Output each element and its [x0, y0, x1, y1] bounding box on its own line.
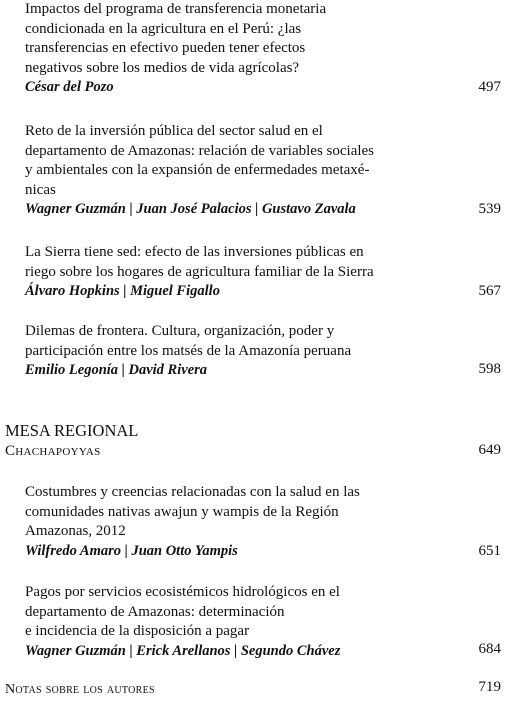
page-number: 651 [478, 543, 501, 559]
toc-entry [25, 243, 503, 302]
entry-title: Costumbres y creencias relacionadas con la salud en las comunidades nativas awajun y wampis de la Región Amazonas, 2012 [25, 484, 360, 539]
entry-title: Dilemas de frontera. Cultura, organización, poder y participación entre los matsés de la Amazonía peruana [25, 323, 352, 359]
page-number: 649 [478, 442, 501, 458]
entry-title: La Sierra tiene sed: efecto de las inversiones públicas en riego sobre los hogares de agricultura familiar de la Sierra [25, 244, 374, 280]
toc-entry [25, 583, 503, 661]
entry-authors: Álvaro Hopkins | Miguel Figallo [25, 283, 220, 299]
page-number: 567 [478, 283, 501, 299]
page-number: 598 [478, 361, 501, 377]
page-number: 539 [478, 201, 501, 217]
section-subheading: Chachapoyyas [5, 443, 101, 459]
toc-entry [25, 322, 503, 381]
entry-title: Impactos del programa de transferencia monetaria condicionada en la agricultura en el Perú: ¿las transferencias en efectivo pueden tener efectos negativos sobre los medios de vida agrícolas? [25, 1, 327, 76]
entry-authors: Wagner Guzmán | Juan José Palacios | Gustavo Zavala [25, 201, 356, 217]
toc-entry [25, 483, 503, 561]
entry-title: Pagos por servicios ecosistémicos hidrológicos en el departamento de Amazonas: determinación e incidencia de la disposición a pagar [25, 584, 340, 639]
notes-label: Notas sobre los autores [5, 682, 155, 697]
toc-entry [25, 0, 503, 98]
entry-title: Reto de la inversión pública del sector salud en el departamento de Amazonas: relación de variables sociales y ambientales con la expansión de enfermedades metaxé- nicas [25, 123, 375, 198]
page-number: 497 [478, 79, 501, 95]
entry-authors: Wagner Guzmán | Erick Arellanos | Segundo Chávez [25, 642, 341, 659]
entry-authors: César del Pozo [25, 79, 114, 95]
page-number: 719 [478, 679, 501, 695]
entry-authors: Emilio Legonía | David Rivera [25, 362, 208, 378]
section-heading: MESA REGIONAL [5, 421, 139, 440]
page-number: 684 [478, 641, 501, 657]
entry-authors: Wilfredo Amaro | Juan Otto Yampis [25, 542, 238, 559]
toc-entry [25, 122, 503, 220]
